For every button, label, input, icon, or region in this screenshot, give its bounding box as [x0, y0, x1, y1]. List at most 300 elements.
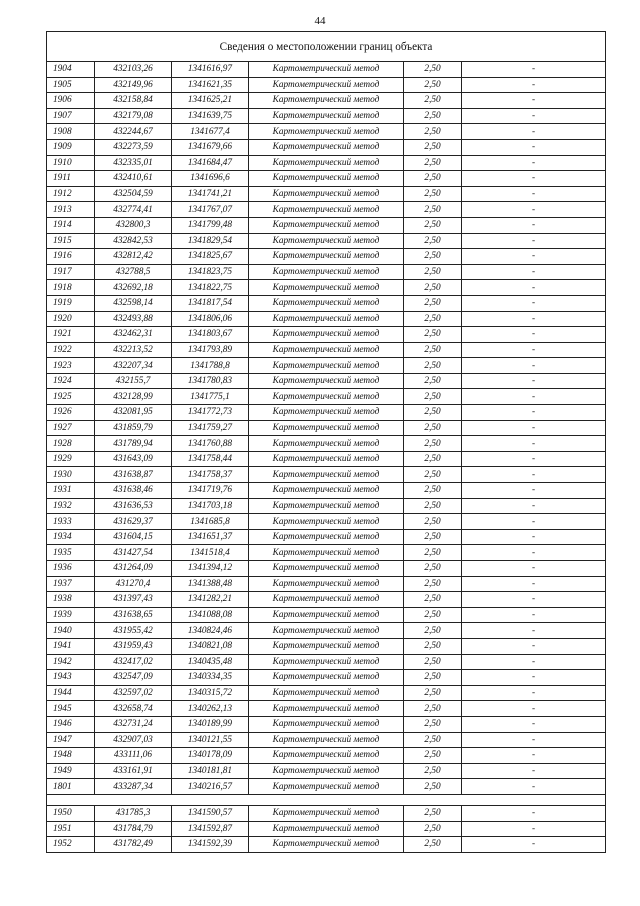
point-number-cell: 1925 — [47, 389, 95, 405]
table-row — [47, 202, 606, 218]
note-cell: - — [462, 171, 606, 187]
accuracy-cell: 2,50 — [404, 576, 462, 592]
point-number-cell: 1949 — [47, 763, 95, 779]
point-number-cell: 1923 — [47, 358, 95, 374]
x-coordinate-cell: 432800,3 — [95, 217, 172, 233]
method-cell: Картометрический метод — [249, 373, 404, 389]
note-cell: - — [462, 561, 606, 577]
method-cell: Картометрический метод — [249, 607, 404, 623]
point-number-cell: 1944 — [47, 685, 95, 701]
note-cell: - — [462, 763, 606, 779]
x-coordinate-cell: 432504,59 — [95, 186, 172, 202]
point-number-cell: 1908 — [47, 124, 95, 140]
table-row — [47, 342, 606, 358]
accuracy-cell: 2,50 — [404, 93, 462, 109]
method-cell: Картометрический метод — [249, 576, 404, 592]
x-coordinate-cell: 432149,96 — [95, 77, 172, 93]
point-number-cell: 1906 — [47, 93, 95, 109]
accuracy-cell: 2,50 — [404, 62, 462, 78]
y-coordinate-cell: 1341806,06 — [172, 311, 249, 327]
method-cell: Картометрический метод — [249, 280, 404, 296]
method-cell: Картометрический метод — [249, 561, 404, 577]
accuracy-cell: 2,50 — [404, 280, 462, 296]
x-coordinate-cell: 432128,99 — [95, 389, 172, 405]
point-number-cell: 1905 — [47, 77, 95, 93]
accuracy-cell: 2,50 — [404, 249, 462, 265]
accuracy-cell: 2,50 — [404, 155, 462, 171]
method-cell: Картометрический метод — [249, 171, 404, 187]
y-coordinate-cell: 1341803,67 — [172, 327, 249, 343]
accuracy-cell: 2,50 — [404, 171, 462, 187]
note-cell: - — [462, 467, 606, 483]
note-cell: - — [462, 327, 606, 343]
note-cell: - — [462, 607, 606, 623]
x-coordinate-cell: 432731,24 — [95, 716, 172, 732]
method-cell: Картометрический метод — [249, 467, 404, 483]
y-coordinate-cell: 1340121,55 — [172, 732, 249, 748]
y-coordinate-cell: 1341518,4 — [172, 545, 249, 561]
boundary-table — [46, 31, 606, 853]
method-cell: Картометрический метод — [249, 342, 404, 358]
point-number-cell: 1929 — [47, 451, 95, 467]
point-number-cell: 1943 — [47, 670, 95, 686]
method-cell: Картометрический метод — [249, 139, 404, 155]
page-number: 44 — [314, 15, 326, 27]
method-cell: Картометрический метод — [249, 124, 404, 140]
x-coordinate-cell: 432907,03 — [95, 732, 172, 748]
y-coordinate-cell: 1341719,76 — [172, 483, 249, 499]
table-row — [47, 654, 606, 670]
table-title: Сведения о местоположении границ объекта — [47, 32, 606, 62]
table-row — [47, 545, 606, 561]
x-coordinate-cell: 432812,42 — [95, 249, 172, 265]
point-number-cell: 1913 — [47, 202, 95, 218]
table-row — [47, 171, 606, 187]
x-coordinate-cell: 432179,08 — [95, 108, 172, 124]
method-cell: Картометрический метод — [249, 623, 404, 639]
point-number-cell: 1917 — [47, 264, 95, 280]
table-row — [47, 139, 606, 155]
point-number-cell: 1920 — [47, 311, 95, 327]
y-coordinate-cell: 1341088,08 — [172, 607, 249, 623]
y-coordinate-cell: 1341775,1 — [172, 389, 249, 405]
accuracy-cell: 2,50 — [404, 202, 462, 218]
method-cell: Картометрический метод — [249, 545, 404, 561]
note-cell: - — [462, 405, 606, 421]
table-row — [47, 389, 606, 405]
y-coordinate-cell: 1341788,8 — [172, 358, 249, 374]
separator-cell — [47, 794, 606, 805]
y-coordinate-cell: 1341639,75 — [172, 108, 249, 124]
point-number-cell: 1941 — [47, 638, 95, 654]
accuracy-cell: 2,50 — [404, 701, 462, 717]
table-row — [47, 311, 606, 327]
contour-separator-row — [47, 794, 606, 805]
y-coordinate-cell: 1341590,57 — [172, 805, 249, 821]
x-coordinate-cell: 432788,5 — [95, 264, 172, 280]
table-row — [47, 62, 606, 78]
note-cell: - — [462, 483, 606, 499]
accuracy-cell: 2,50 — [404, 805, 462, 821]
y-coordinate-cell: 1340189,99 — [172, 716, 249, 732]
point-number-cell: 1945 — [47, 701, 95, 717]
method-cell: Картометрический метод — [249, 483, 404, 499]
point-number-cell: 1940 — [47, 623, 95, 639]
table-row — [47, 623, 606, 639]
method-cell: Картометрический метод — [249, 420, 404, 436]
note-cell: - — [462, 373, 606, 389]
y-coordinate-cell: 1341759,27 — [172, 420, 249, 436]
table-row — [47, 701, 606, 717]
y-coordinate-cell: 1341758,44 — [172, 451, 249, 467]
y-coordinate-cell: 1341677,4 — [172, 124, 249, 140]
note-cell: - — [462, 249, 606, 265]
table-row — [47, 529, 606, 545]
y-coordinate-cell: 1341823,75 — [172, 264, 249, 280]
method-cell: Картометрический метод — [249, 358, 404, 374]
table-row — [47, 217, 606, 233]
x-coordinate-cell: 431955,42 — [95, 623, 172, 639]
table-row — [47, 108, 606, 124]
y-coordinate-cell: 1340315,72 — [172, 685, 249, 701]
table-row — [47, 155, 606, 171]
note-cell: - — [462, 389, 606, 405]
accuracy-cell: 2,50 — [404, 405, 462, 421]
x-coordinate-cell: 432155,7 — [95, 373, 172, 389]
y-coordinate-cell: 1340181,81 — [172, 763, 249, 779]
note-cell: - — [462, 202, 606, 218]
y-coordinate-cell: 1341621,35 — [172, 77, 249, 93]
x-coordinate-cell: 431270,4 — [95, 576, 172, 592]
table-row — [47, 561, 606, 577]
method-cell: Картометрический метод — [249, 108, 404, 124]
note-cell: - — [462, 654, 606, 670]
method-cell: Картометрический метод — [249, 748, 404, 764]
accuracy-cell: 2,50 — [404, 420, 462, 436]
x-coordinate-cell: 433287,34 — [95, 779, 172, 795]
method-cell: Картометрический метод — [249, 62, 404, 78]
accuracy-cell: 2,50 — [404, 607, 462, 623]
method-cell: Картометрический метод — [249, 233, 404, 249]
point-number-cell: 1907 — [47, 108, 95, 124]
point-number-cell: 1951 — [47, 821, 95, 837]
y-coordinate-cell: 1341592,39 — [172, 837, 249, 853]
accuracy-cell: 2,50 — [404, 124, 462, 140]
table-row — [47, 576, 606, 592]
x-coordinate-cell: 431264,09 — [95, 561, 172, 577]
table-row — [47, 607, 606, 623]
point-number-cell: 1936 — [47, 561, 95, 577]
accuracy-cell: 2,50 — [404, 311, 462, 327]
table-row — [47, 358, 606, 374]
point-number-cell: 1932 — [47, 498, 95, 514]
point-number-cell: 1918 — [47, 280, 95, 296]
note-cell: - — [462, 358, 606, 374]
accuracy-cell: 2,50 — [404, 389, 462, 405]
y-coordinate-cell: 1341703,18 — [172, 498, 249, 514]
x-coordinate-cell: 433111,06 — [95, 748, 172, 764]
note-cell: - — [462, 514, 606, 530]
accuracy-cell: 2,50 — [404, 373, 462, 389]
x-coordinate-cell: 431638,65 — [95, 607, 172, 623]
table-row — [47, 498, 606, 514]
accuracy-cell: 2,50 — [404, 77, 462, 93]
accuracy-cell: 2,50 — [404, 264, 462, 280]
note-cell: - — [462, 264, 606, 280]
note-cell: - — [462, 779, 606, 795]
note-cell: - — [462, 342, 606, 358]
x-coordinate-cell: 431638,87 — [95, 467, 172, 483]
table-row — [47, 327, 606, 343]
x-coordinate-cell: 432081,95 — [95, 405, 172, 421]
accuracy-cell: 2,50 — [404, 716, 462, 732]
y-coordinate-cell: 1341825,67 — [172, 249, 249, 265]
method-cell: Картометрический метод — [249, 436, 404, 452]
y-coordinate-cell: 1341394,12 — [172, 561, 249, 577]
note-cell: - — [462, 716, 606, 732]
point-number-cell: 1924 — [47, 373, 95, 389]
accuracy-cell: 2,50 — [404, 763, 462, 779]
x-coordinate-cell: 432207,34 — [95, 358, 172, 374]
point-number-cell: 1938 — [47, 592, 95, 608]
note-cell: - — [462, 311, 606, 327]
y-coordinate-cell: 1341679,66 — [172, 139, 249, 155]
table-row — [47, 748, 606, 764]
note-cell: - — [462, 498, 606, 514]
note-cell: - — [462, 108, 606, 124]
note-cell: - — [462, 280, 606, 296]
point-number-cell: 1952 — [47, 837, 95, 853]
point-number-cell: 1915 — [47, 233, 95, 249]
table-row — [47, 295, 606, 311]
accuracy-cell: 2,50 — [404, 483, 462, 499]
accuracy-cell: 2,50 — [404, 623, 462, 639]
accuracy-cell: 2,50 — [404, 436, 462, 452]
accuracy-cell: 2,50 — [404, 139, 462, 155]
note-cell: - — [462, 576, 606, 592]
note-cell: - — [462, 701, 606, 717]
point-number-cell: 1912 — [47, 186, 95, 202]
y-coordinate-cell: 1341625,21 — [172, 93, 249, 109]
note-cell: - — [462, 62, 606, 78]
point-number-cell: 1942 — [47, 654, 95, 670]
x-coordinate-cell: 432692,18 — [95, 280, 172, 296]
table-row — [47, 77, 606, 93]
x-coordinate-cell: 431782,49 — [95, 837, 172, 853]
y-coordinate-cell: 1341817,54 — [172, 295, 249, 311]
point-number-cell: 1910 — [47, 155, 95, 171]
table-row — [47, 638, 606, 654]
y-coordinate-cell: 1341780,83 — [172, 373, 249, 389]
method-cell: Картометрический метод — [249, 389, 404, 405]
method-cell: Картометрический метод — [249, 716, 404, 732]
accuracy-cell: 2,50 — [404, 358, 462, 374]
table-row — [47, 436, 606, 452]
y-coordinate-cell: 1340824,46 — [172, 623, 249, 639]
table-row — [47, 779, 606, 795]
method-cell: Картометрический метод — [249, 202, 404, 218]
method-cell: Картометрический метод — [249, 264, 404, 280]
x-coordinate-cell: 432774,41 — [95, 202, 172, 218]
method-cell: Картометрический метод — [249, 249, 404, 265]
method-cell: Картометрический метод — [249, 93, 404, 109]
note-cell: - — [462, 529, 606, 545]
y-coordinate-cell: 1341616,97 — [172, 62, 249, 78]
point-number-cell: 1922 — [47, 342, 95, 358]
y-coordinate-cell: 1341388,48 — [172, 576, 249, 592]
point-number-cell: 1935 — [47, 545, 95, 561]
point-number-cell: 1931 — [47, 483, 95, 499]
table-row — [47, 264, 606, 280]
method-cell: Картометрический метод — [249, 77, 404, 93]
table-row — [47, 821, 606, 837]
point-number-cell: 1939 — [47, 607, 95, 623]
x-coordinate-cell: 431397,43 — [95, 592, 172, 608]
point-number-cell: 1904 — [47, 62, 95, 78]
y-coordinate-cell: 1341685,8 — [172, 514, 249, 530]
accuracy-cell: 2,50 — [404, 732, 462, 748]
y-coordinate-cell: 1341822,75 — [172, 280, 249, 296]
y-coordinate-cell: 1341696,6 — [172, 171, 249, 187]
table-row — [47, 186, 606, 202]
method-cell: Картометрический метод — [249, 186, 404, 202]
accuracy-cell: 2,50 — [404, 654, 462, 670]
note-cell: - — [462, 217, 606, 233]
method-cell: Картометрический метод — [249, 805, 404, 821]
method-cell: Картометрический метод — [249, 654, 404, 670]
y-coordinate-cell: 1340216,57 — [172, 779, 249, 795]
note-cell: - — [462, 186, 606, 202]
table-row — [47, 280, 606, 296]
y-coordinate-cell: 1341758,37 — [172, 467, 249, 483]
y-coordinate-cell: 1340821,08 — [172, 638, 249, 654]
note-cell: - — [462, 623, 606, 639]
note-cell: - — [462, 295, 606, 311]
method-cell: Картометрический метод — [249, 529, 404, 545]
accuracy-cell: 2,50 — [404, 514, 462, 530]
y-coordinate-cell: 1341760,88 — [172, 436, 249, 452]
table-row — [47, 373, 606, 389]
method-cell: Картометрический метод — [249, 685, 404, 701]
method-cell: Картометрический метод — [249, 837, 404, 853]
point-number-cell: 1950 — [47, 805, 95, 821]
table-row — [47, 716, 606, 732]
x-coordinate-cell: 431859,79 — [95, 420, 172, 436]
x-coordinate-cell: 431638,46 — [95, 483, 172, 499]
note-cell: - — [462, 545, 606, 561]
accuracy-cell: 2,50 — [404, 837, 462, 853]
x-coordinate-cell: 432597,02 — [95, 685, 172, 701]
x-coordinate-cell: 432335,01 — [95, 155, 172, 171]
method-cell: Картометрический метод — [249, 514, 404, 530]
point-number-cell: 1914 — [47, 217, 95, 233]
accuracy-cell: 2,50 — [404, 498, 462, 514]
point-number-cell: 1916 — [47, 249, 95, 265]
point-number-cell: 1937 — [47, 576, 95, 592]
x-coordinate-cell: 432417,02 — [95, 654, 172, 670]
note-cell: - — [462, 748, 606, 764]
method-cell: Картометрический метод — [249, 638, 404, 654]
note-cell: - — [462, 592, 606, 608]
accuracy-cell: 2,50 — [404, 670, 462, 686]
accuracy-cell: 2,50 — [404, 748, 462, 764]
note-cell: - — [462, 837, 606, 853]
table-row — [47, 249, 606, 265]
table-row — [47, 837, 606, 853]
point-number-cell: 1934 — [47, 529, 95, 545]
x-coordinate-cell: 433161,91 — [95, 763, 172, 779]
table-row — [47, 763, 606, 779]
method-cell: Картометрический метод — [249, 451, 404, 467]
accuracy-cell: 2,50 — [404, 821, 462, 837]
method-cell: Картометрический метод — [249, 295, 404, 311]
note-cell: - — [462, 436, 606, 452]
y-coordinate-cell: 1341741,21 — [172, 186, 249, 202]
accuracy-cell: 2,50 — [404, 233, 462, 249]
note-cell: - — [462, 420, 606, 436]
x-coordinate-cell: 432213,52 — [95, 342, 172, 358]
accuracy-cell: 2,50 — [404, 545, 462, 561]
note-cell: - — [462, 93, 606, 109]
method-cell: Картометрический метод — [249, 821, 404, 837]
table-row — [47, 93, 606, 109]
note-cell: - — [462, 77, 606, 93]
y-coordinate-cell: 1341772,73 — [172, 405, 249, 421]
table-row — [47, 124, 606, 140]
y-coordinate-cell: 1341799,48 — [172, 217, 249, 233]
y-coordinate-cell: 1340334,35 — [172, 670, 249, 686]
note-cell: - — [462, 139, 606, 155]
y-coordinate-cell: 1340178,09 — [172, 748, 249, 764]
table-row — [47, 451, 606, 467]
method-cell: Картометрический метод — [249, 592, 404, 608]
x-coordinate-cell: 432158,84 — [95, 93, 172, 109]
method-cell: Картометрический метод — [249, 670, 404, 686]
x-coordinate-cell: 432658,74 — [95, 701, 172, 717]
accuracy-cell: 2,50 — [404, 779, 462, 795]
accuracy-cell: 2,50 — [404, 529, 462, 545]
point-number-cell: 1930 — [47, 467, 95, 483]
accuracy-cell: 2,50 — [404, 342, 462, 358]
table-row — [47, 420, 606, 436]
accuracy-cell: 2,50 — [404, 685, 462, 701]
table-row — [47, 670, 606, 686]
accuracy-cell: 2,50 — [404, 451, 462, 467]
y-coordinate-cell: 1341793,89 — [172, 342, 249, 358]
table-row — [47, 685, 606, 701]
y-coordinate-cell: 1341767,07 — [172, 202, 249, 218]
x-coordinate-cell: 432103,26 — [95, 62, 172, 78]
x-coordinate-cell: 432598,14 — [95, 295, 172, 311]
accuracy-cell: 2,50 — [404, 295, 462, 311]
point-number-cell: 1911 — [47, 171, 95, 187]
point-number-cell: 1926 — [47, 405, 95, 421]
x-coordinate-cell: 431789,94 — [95, 436, 172, 452]
table-row — [47, 483, 606, 499]
point-number-cell: 1909 — [47, 139, 95, 155]
note-cell: - — [462, 670, 606, 686]
y-coordinate-cell: 1340435,48 — [172, 654, 249, 670]
note-cell: - — [462, 124, 606, 140]
table-row — [47, 732, 606, 748]
table-row — [47, 805, 606, 821]
accuracy-cell: 2,50 — [404, 327, 462, 343]
x-coordinate-cell: 431604,15 — [95, 529, 172, 545]
x-coordinate-cell: 432493,88 — [95, 311, 172, 327]
x-coordinate-cell: 432842,53 — [95, 233, 172, 249]
x-coordinate-cell: 431629,37 — [95, 514, 172, 530]
note-cell: - — [462, 685, 606, 701]
